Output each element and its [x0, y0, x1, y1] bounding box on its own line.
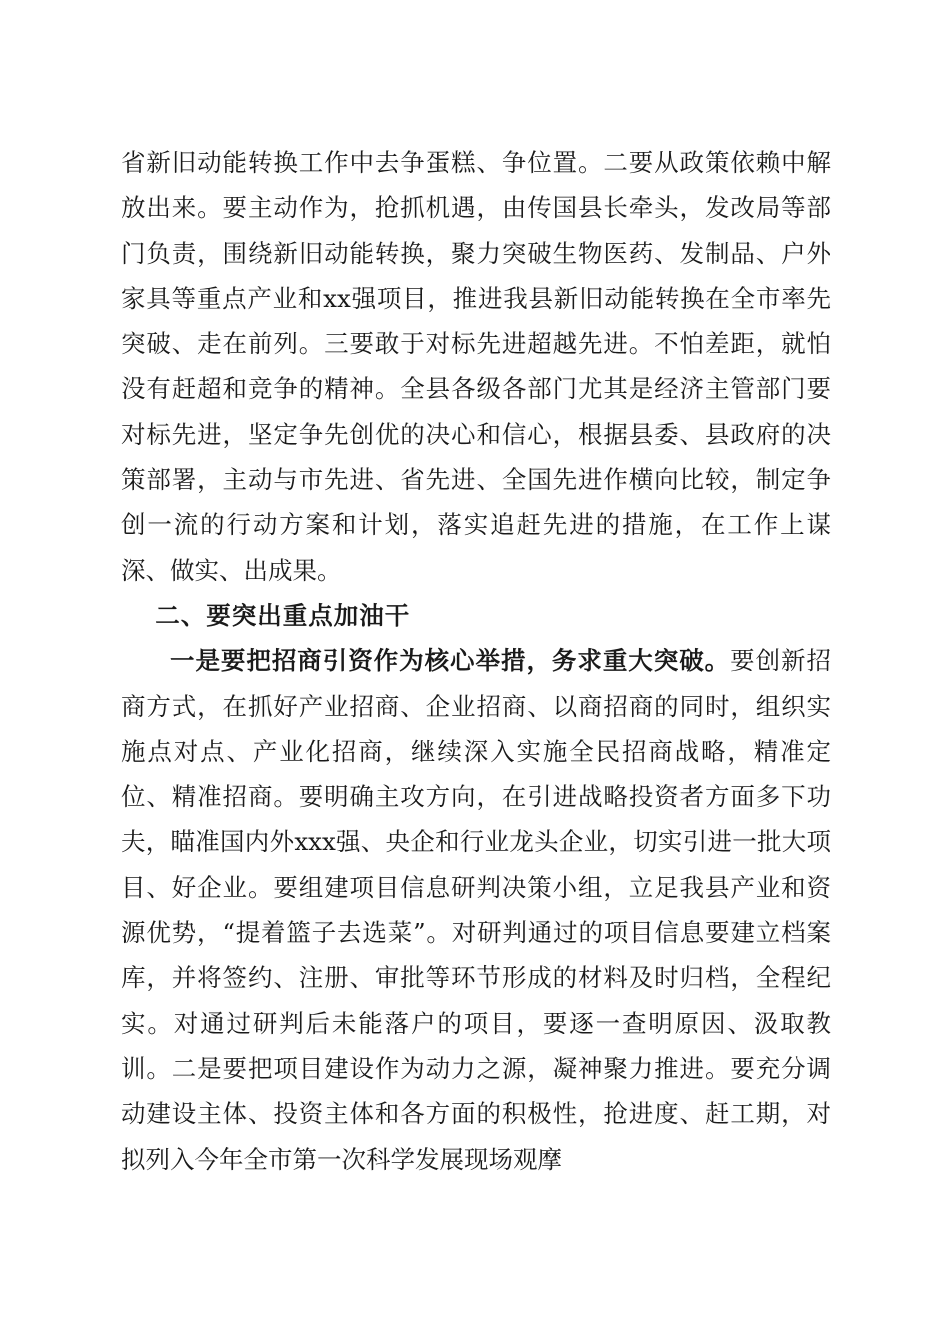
paragraph-body-text: 要创新招商方式，在抓好产业招商、企业招商、以商招商的同时，组织实施点对点、产业化招商，继续深入实施全民招商战略，精准定位、精准招商。要明确主攻方向，在引进战略投资者方面多下功夫，瞄准国内外xxx强、央企和行业龙头企业，切实引进一批大项目、好企业。要组建项目信息研判决策小组，立足我县产业和资源优势，“提着篮子去选菜”。对研判通过的项目信息要建立档案库，并将签约、注册、审批等环节形成的材料及时归档，全程纪实。对通过研判后未能落户的项目，要逐一查明原因、汲取教训。二是要把项目建设作为动力之源，凝神聚力推进。要充分调动建设主体、投资主体和各方面的积极性，抢进度、赶工期，对拟列入今年全市第一次科学发展现场观摩 — [121, 646, 832, 1174]
paragraph-investment — [121, 638, 831, 1182]
section-heading: 二、要突出重点加油干 — [155, 600, 411, 630]
paragraph-lead-sentence: 一是要把招商引资作为核心举措，务求重大突破。 — [170, 646, 731, 676]
document-body — [121, 140, 831, 1182]
paragraph-continuation: 省新旧动能转换工作中去争蛋糕、争位置。二要从政策依赖中解放出来。要主动作为，抢抓机遇，由传国县长牵头，发改局等部门负责，围绕新旧动能转换，聚力突破生物医药、发制品、户外家具等重点产业和xx强项目，推进我县新旧动能转换在全市率先突破、走在前列。三要敢于对标先进超越先进。不怕差距，就怕没有赶超和竞争的精神。全县各级各部门尤其是经济主管部门要对标先进，坚定争先创优的决心和信心，根据县委、县政府的决策部署，主动与市先进、省先进、全国先进作横向比较，制定争创一流的行动方案和计划，落实追赶先进的措施，在工作上谋深、做实、出成果。 — [121, 148, 831, 585]
